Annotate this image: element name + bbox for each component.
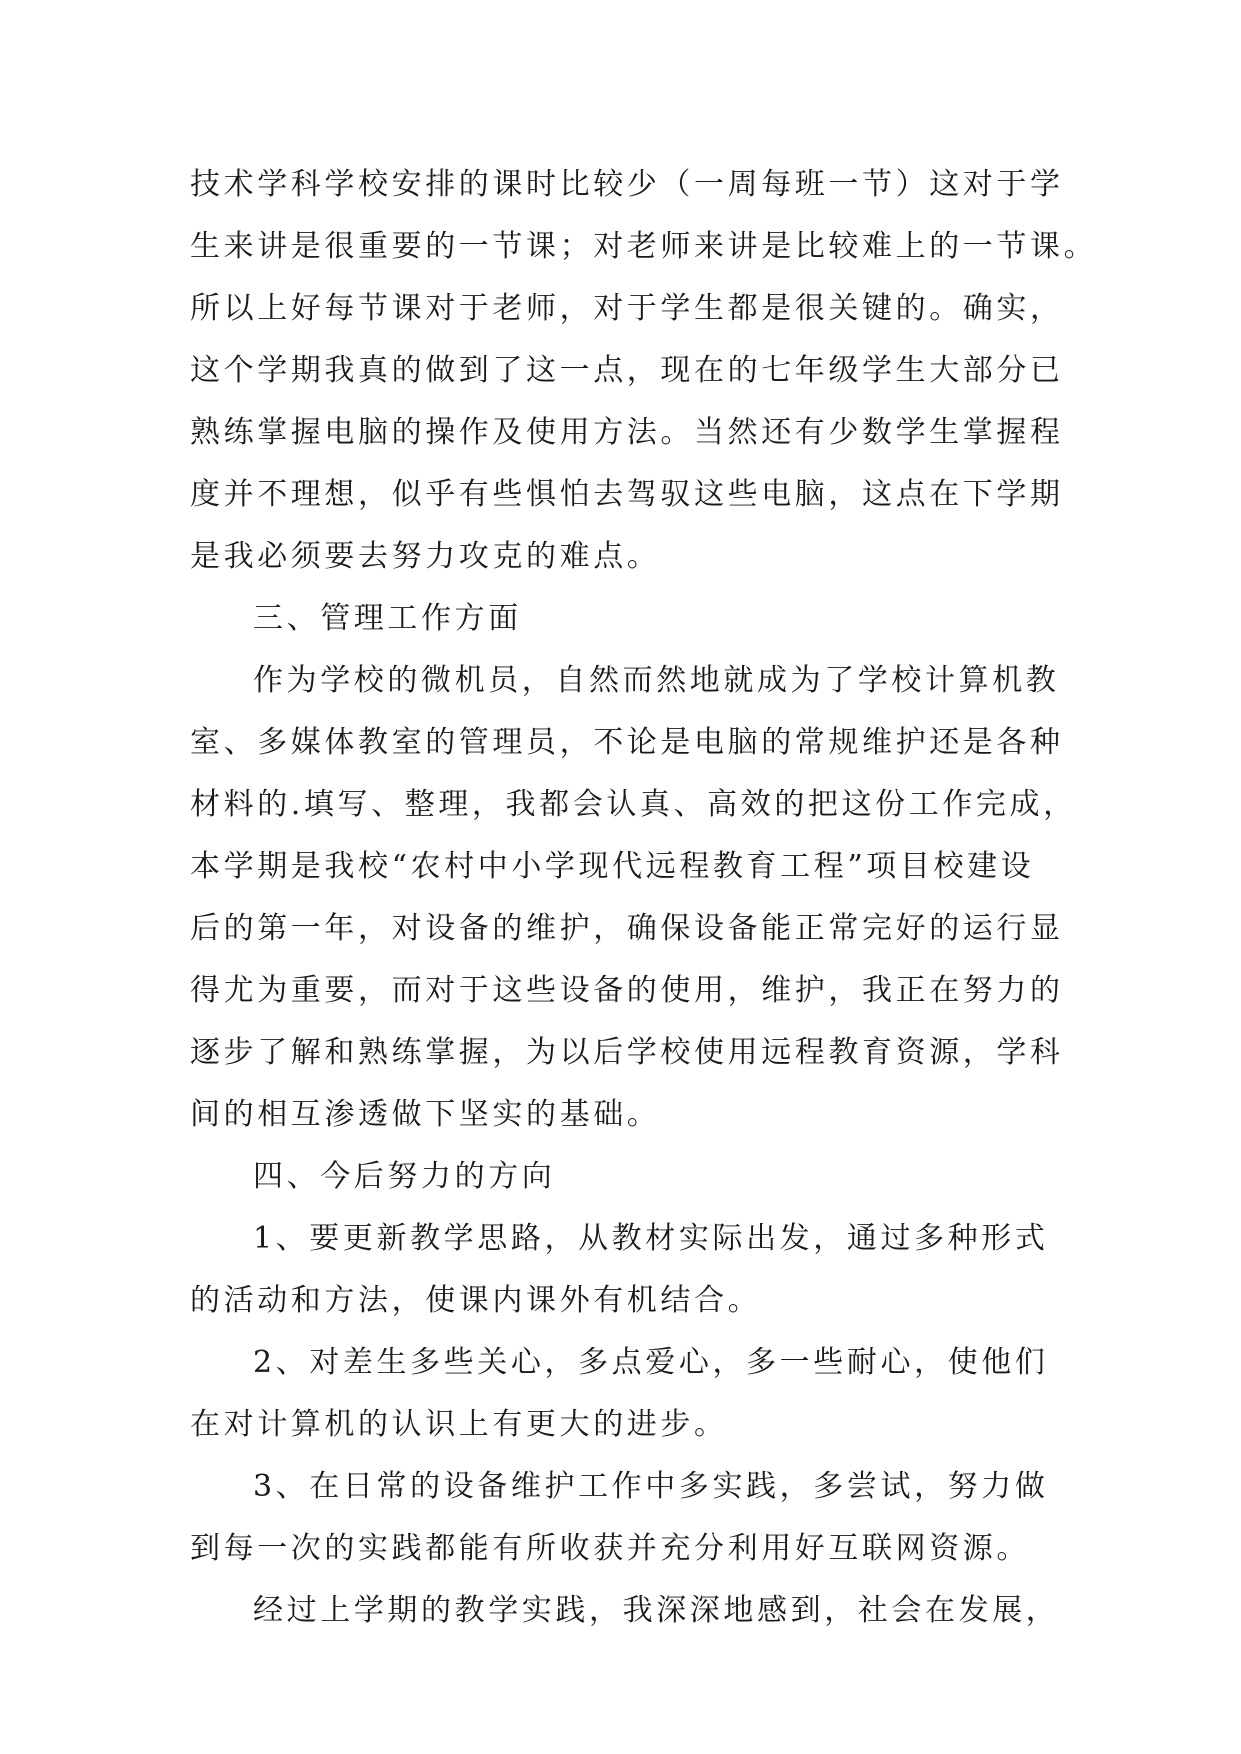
- text-line: 技术学科学校安排的课时比较少（一周每班一节）这对于学: [190, 167, 1064, 202]
- text-line: 逐步了解和熟练掌握，为以后学校使用远程教育资源，学科: [190, 1035, 1064, 1070]
- text-line: 在对计算机的认识上有更大的进步。: [190, 1407, 728, 1442]
- list-item: 3、在日常的设备维护工作中多实践，多尝试，努力做: [253, 1469, 1049, 1504]
- section-heading: 三、管理工作方面: [253, 601, 522, 636]
- text-line: 熟练掌握电脑的操作及使用方法。当然还有少数学生掌握程: [190, 415, 1064, 450]
- text-line: 得尤为重要，而对于这些设备的使用，维护，我正在努力的: [190, 973, 1064, 1008]
- text-line: 这个学期我真的做到了这一点，现在的七年级学生大部分已: [190, 353, 1064, 388]
- section-heading: 四、今后努力的方向: [253, 1159, 556, 1194]
- text-line: 到每一次的实践都能有所收获并充分利用好互联网资源。: [190, 1531, 1030, 1566]
- text-line: 作为学校的微机员，自然而然地就成为了学校计算机教: [253, 663, 1060, 698]
- text-line: 是我必须要去努力攻克的难点。: [190, 539, 661, 574]
- text-line: 度并不理想，似乎有些惧怕去驾驭这些电脑，这点在下学期: [190, 477, 1064, 512]
- list-item: 2、对差生多些关心，多点爱心，多一些耐心，使他们: [253, 1345, 1049, 1380]
- text-line: 的活动和方法，使课内课外有机结合。: [190, 1283, 762, 1318]
- text-line: 室、多媒体教室的管理员，不论是电脑的常规维护还是各种: [190, 725, 1064, 760]
- text-line: 所以上好每节课对于老师，对于学生都是很关键的。确实，: [190, 291, 1064, 326]
- text-line: 后的第一年，对设备的维护，确保设备能正常完好的运行显: [190, 911, 1064, 946]
- list-item: 1、要更新教学思路，从教材实际出发，通过多种形式: [253, 1221, 1049, 1256]
- text-line: 生来讲是很重要的一节课；对老师来讲是比较难上的一节课。: [190, 229, 1098, 264]
- text-line: 经过上学期的教学实践，我深深地感到，社会在发展，: [253, 1593, 1060, 1628]
- text-line: 材料的.填写、整理，我都会认真、高效的把这份工作完成，: [190, 787, 1077, 822]
- text-line: 间的相互渗透做下坚实的基础。: [190, 1097, 661, 1132]
- text-line: 本学期是我校“农村中小学现代远程教育工程”项目校建设: [190, 849, 1035, 884]
